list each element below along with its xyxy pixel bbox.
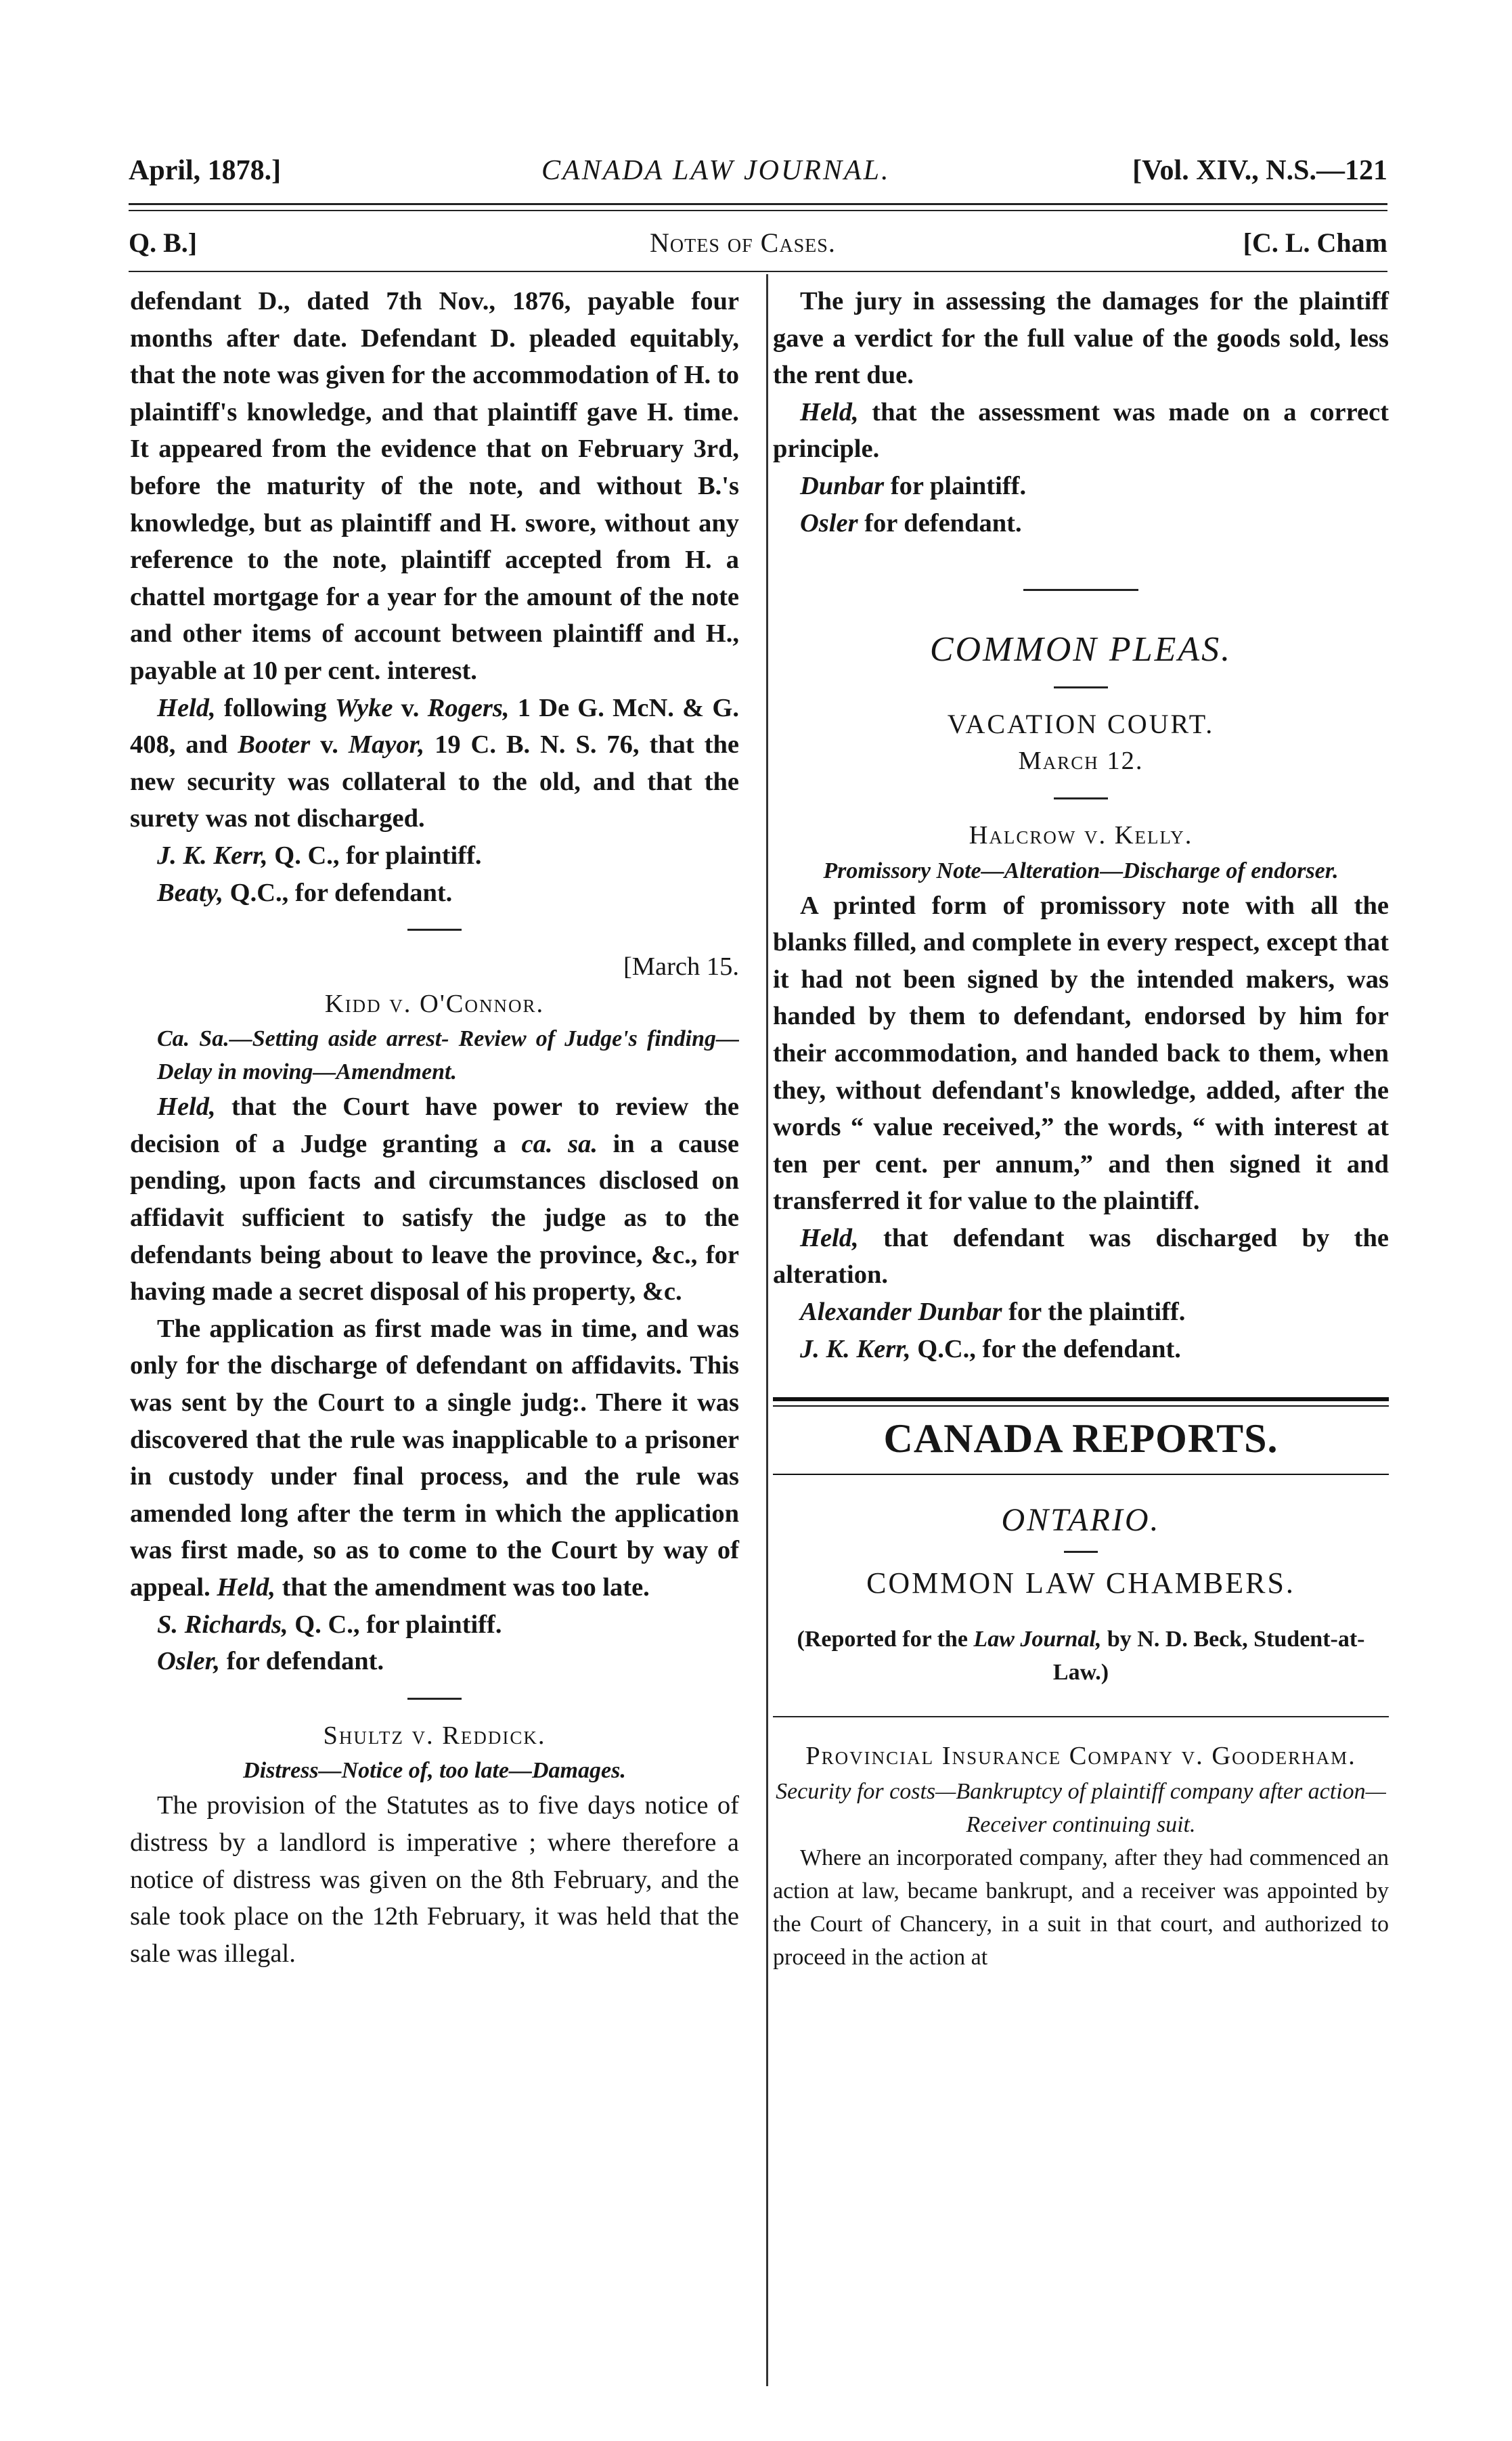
thin-rule	[773, 1405, 1389, 1407]
counsel-role: for the plaintiff.	[1002, 1298, 1186, 1327]
counsel-line	[773, 1294, 1389, 1331]
case-title: Provincial Insurance Company v. Gooderham.	[805, 1742, 1356, 1771]
section-header	[129, 227, 1387, 267]
divider	[407, 1698, 462, 1700]
counsel-name: J. K. Kerr,	[800, 1334, 911, 1363]
counsel-line	[130, 837, 739, 875]
divider	[1064, 1551, 1098, 1553]
counsel-name: Alexander Dunbar	[800, 1298, 1002, 1327]
counsel-role: Q.C., for the defendant.	[910, 1334, 1181, 1363]
text: that defendant was discharged by the alteration.	[773, 1223, 1389, 1290]
section-chambers: [C. L. Cham	[1243, 227, 1387, 258]
text: that the amendment was too late.	[275, 1573, 650, 1602]
text: (Reported for the	[797, 1627, 974, 1652]
left-held-paragraph	[130, 690, 739, 837]
text: that the assessment was made on a correct principle.	[773, 397, 1389, 464]
divider	[1054, 797, 1108, 799]
case-name: Mayor,	[348, 730, 425, 760]
counsel-line	[773, 468, 1389, 505]
rule	[773, 1474, 1389, 1475]
held-label: Held,	[157, 693, 216, 722]
case-name: Rogers,	[427, 693, 510, 722]
divider	[407, 929, 462, 931]
case-subtitle: Promissory Note—Alteration—Discharge of endorser.	[823, 858, 1339, 883]
counsel-role: Q.C., for defendant.	[223, 878, 453, 907]
chambers-title: COMMON LAW CHAMBERS.	[866, 1566, 1295, 1600]
reported-by	[773, 1623, 1389, 1689]
case-subtitle: Security for costs—Bankruptcy of plaintiff company after action—Receiver continuing suit.	[776, 1778, 1386, 1837]
counsel-name: Beaty,	[157, 878, 223, 907]
case-name: Wyke	[334, 693, 393, 722]
counsel-name: Dunbar	[800, 471, 885, 500]
section-rule	[129, 271, 1387, 272]
court-date: March 12.	[1018, 747, 1144, 776]
text: following	[215, 693, 335, 722]
right-paragraph-1: The jury in assessing the damages for the plaintiff gave a verdict for the full value of the goods sold, less the rent due.	[773, 287, 1389, 390]
held-label: Held,	[217, 1573, 275, 1602]
right-column	[773, 283, 1389, 1974]
case-title: Shultz v. Reddick.	[323, 1721, 546, 1750]
divider	[1054, 686, 1108, 688]
counsel-role: for plaintiff.	[884, 471, 1027, 500]
column-separator	[766, 274, 768, 2386]
term: ca. sa.	[521, 1129, 598, 1158]
counsel-line	[773, 505, 1389, 542]
counsel-name: Osler,	[157, 1647, 221, 1676]
text: in a cause pending, upon facts and circumstances disclosed on affidavit sufficient to satisfy the judge as to the defendants being about to leave the province, &c., for having made a secret disposal of his property, &c.	[130, 1129, 740, 1306]
held-paragraph	[773, 1220, 1389, 1294]
journal-name: Law Journal,	[973, 1627, 1102, 1652]
header-rule-top	[129, 203, 1387, 205]
text: by N. D. Beck, Student-at-Law.)	[1052, 1627, 1365, 1686]
case-title: Kidd v. O'Connor.	[324, 989, 545, 1018]
thick-rule	[773, 1397, 1389, 1401]
counsel-line	[773, 1331, 1389, 1368]
held-label: Held,	[157, 1093, 216, 1122]
header-rule-bottom	[129, 210, 1387, 211]
case-paragraph	[130, 1311, 739, 1606]
counsel-name: Osler	[800, 508, 858, 537]
text: 19 C. B. N. S. 76, that the new security was collateral to the old, and that the surety was not discharged.	[130, 730, 739, 833]
case-subtitle: Ca. Sa.—Setting aside arrest- Review of Judge's finding—Delay in moving—Amendment.	[157, 1026, 739, 1085]
province-title: ONTARIO.	[1001, 1501, 1161, 1538]
held-label: Held,	[800, 397, 859, 426]
held-paragraph	[773, 394, 1389, 468]
text: v.	[310, 730, 349, 760]
counsel-line	[130, 875, 739, 912]
reports-title: CANADA REPORTS.	[883, 1416, 1278, 1461]
case-subtitle: Distress—Notice of, too late—Damages.	[243, 1758, 626, 1784]
text: that the Court have power to review the decision of a Judge granting a	[130, 1093, 739, 1158]
running-header	[129, 154, 1387, 195]
case-date: [March 15.	[623, 952, 739, 982]
counsel-role: for defendant.	[858, 508, 1022, 537]
counsel-role: Q. C., for plaintiff.	[267, 841, 482, 870]
text: The application as first made was in time, and was only for the discharge of defendant on affidavits. This was sent by the Court to a single judg:. There it was discovered that the rule was inapplicable to a prisoner in custody under final process, and the rule was amended long after the term in which the application was first made, so as to come to the Court by way of appeal.	[130, 1314, 739, 1602]
court-subtitle: VACATION COURT.	[947, 708, 1215, 739]
case-paragraph: The provision of the Statutes as to five days notice of distress by a landlord is imperative ; where therefore a notice of distress was given on the 8th February, and the sale took place on the 12th February, it was held that the sale was illegal.	[130, 1791, 739, 1968]
counsel-name: S. Richards,	[157, 1610, 288, 1639]
case-paragraph	[130, 1088, 739, 1311]
rule	[773, 1716, 1389, 1717]
journal-title: CANADA LAW JOURNAL.	[541, 155, 891, 186]
counsel-line	[130, 1606, 739, 1644]
header-volume: [Vol. XIV., N.S.—121	[1132, 155, 1387, 186]
counsel-role: for defendant.	[220, 1647, 384, 1676]
counsel-name: J. K. Kerr,	[157, 841, 268, 870]
left-paragraph-1: defendant D., dated 7th Nov., 1876, payable four months after date. Defendant D. pleaded equitably, that the note was given for the accommodation of H. to plaintiff's knowledge, and that plaintiff gave H. time. It appeared from the evidence that on February 3rd, before the maturity of the note, and without B.'s knowledge, but as plaintiff and H. swore, without any reference to the note, plaintiff accepted from H. a chattel mortgage for a year for the amount of the note and other items of account between plaintiff and H., payable at 10 per cent. interest.	[130, 287, 739, 685]
text: v.	[393, 693, 428, 722]
case-name: Booter	[238, 730, 311, 760]
section-court: Q. B.]	[129, 227, 198, 258]
held-label: Held,	[800, 1223, 859, 1252]
divider	[1023, 589, 1138, 591]
counsel-role: Q. C., for plaintiff.	[288, 1610, 502, 1639]
case-title: Halcrow v. Kelly.	[969, 820, 1193, 850]
court-title: COMMON PLEAS.	[929, 630, 1232, 669]
case-paragraph: A printed form of promissory note with all the blanks filled, and complete in every respect, except that it had not been signed by the intended makers, was handed by them to defendant, endorsed by him for their accommodation, and handed back to them, when they, without defendant's knowledge, added, after the words “ value received,” the words, “ with interest at ten per cent. per annum,” and then signed it and transferred it for value to the plaintiff.	[773, 891, 1389, 1216]
text: 1 De G. McN. & G. 408, and	[130, 693, 739, 760]
header-date: April, 1878.]	[129, 155, 282, 186]
counsel-line	[130, 1643, 739, 1680]
case-paragraph: Where an incorporated company, after they had commenced an action at law, became bankrupt, and a receiver was appointed by the Court of Chancery, in a suit in that court, and authorized to proceed in the action at	[773, 1845, 1389, 1970]
section-title: Notes of Cases.	[650, 227, 836, 258]
left-column	[130, 283, 739, 1972]
